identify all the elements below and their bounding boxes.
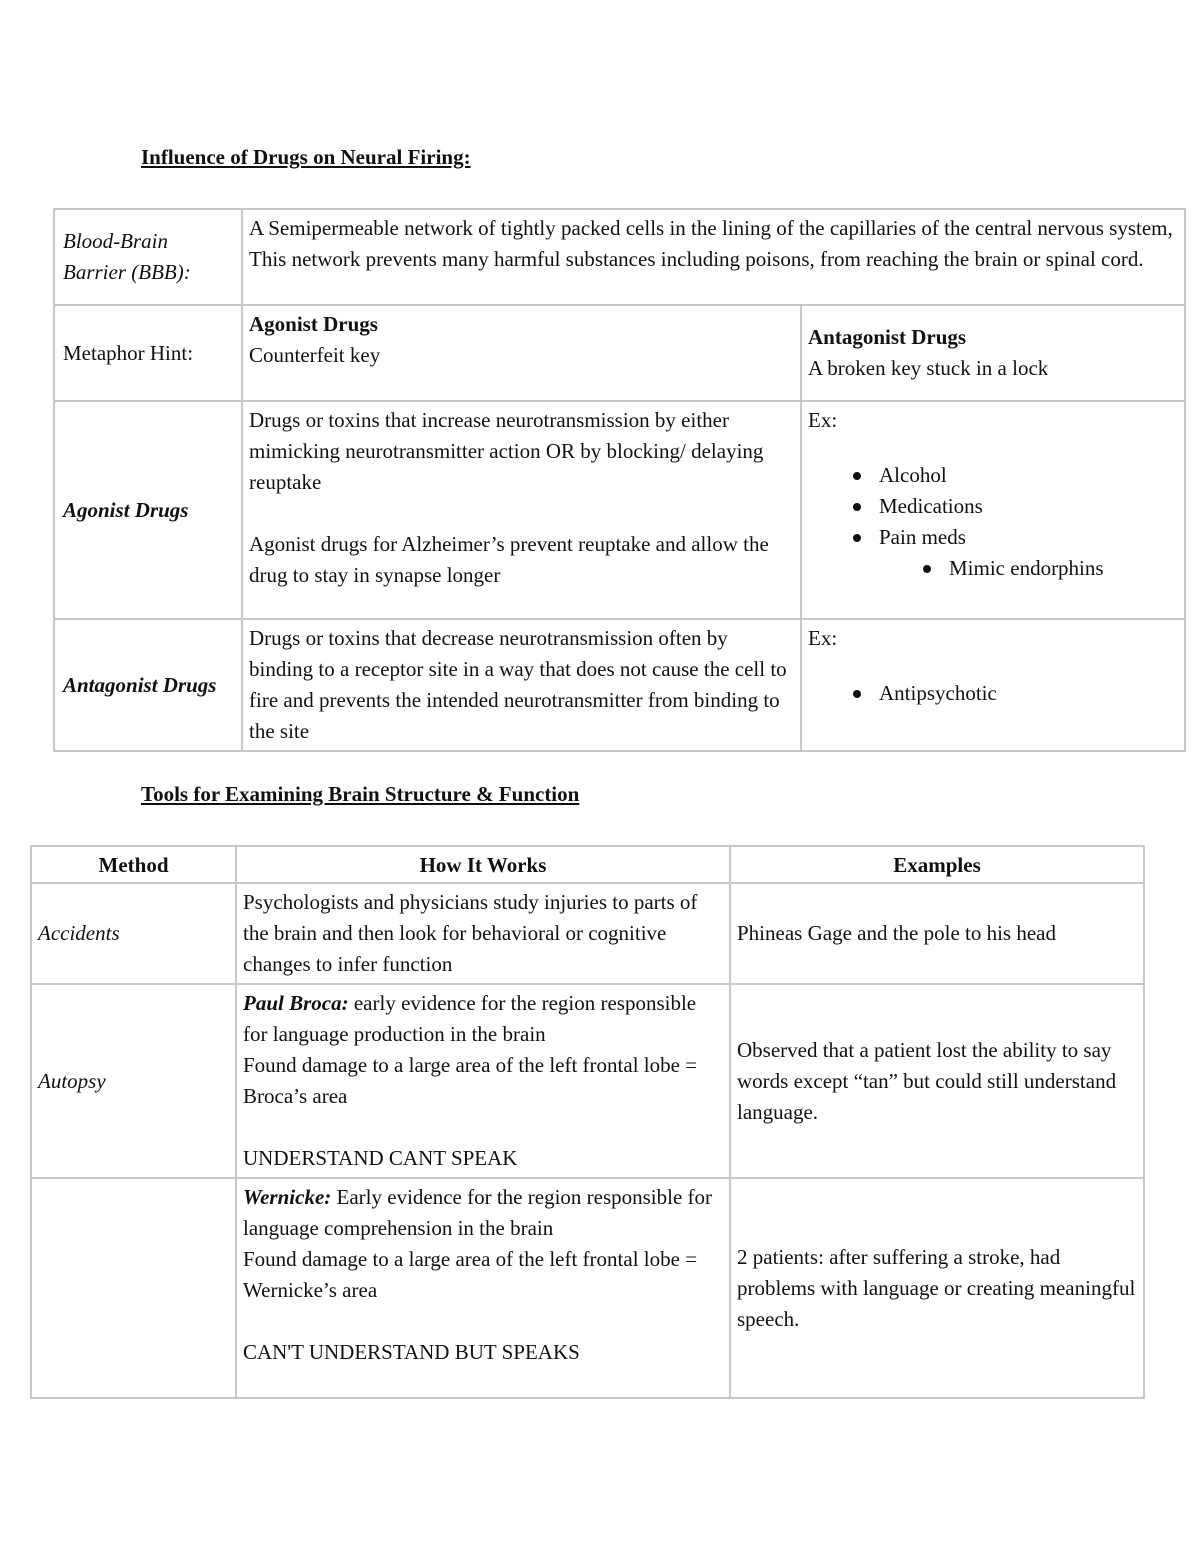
bbb-definition: A Semipermeable network of tightly packed cells in the lining of the capillaries of the central nervous system, This network prevents many harmful substances including poisons, from reaching the brain or spinal cord. [242, 209, 1185, 305]
column-header-examples: Examples [730, 846, 1144, 883]
antagonist-ex-label: Ex: [808, 626, 838, 650]
metaphor-antagonist-cell [801, 305, 1185, 401]
wernicke-name: Wernicke: [243, 1185, 332, 1209]
antagonist-examples-list [808, 678, 1178, 709]
table-row [54, 619, 1185, 751]
table-row [31, 1178, 1144, 1398]
broca-lead: Paul Broca: early evidence for the region responsible for language production in the brain [243, 991, 697, 1046]
metaphor-agonist-cell [242, 305, 801, 401]
agonist-label: Agonist Drugs [54, 401, 242, 619]
how-cell [236, 984, 730, 1178]
metaphor-antagonist-text: A broken key stuck in a lock [808, 356, 1049, 380]
wernicke-summary: CAN'T UNDERSTAND BUT SPEAKS [243, 1340, 580, 1364]
agonist-examples-cell [801, 401, 1185, 619]
antagonist-description: Drugs or toxins that decrease neurotransmission often by binding to a receptor site in a way that does not cause the cell to fire and prevents the intended neurotransmitter from binding to the site [242, 619, 801, 751]
table-header-row [31, 846, 1144, 883]
bbb-label: Blood-Brain Barrier (BBB): [54, 209, 242, 305]
column-header-method: Method [31, 846, 236, 883]
metaphor-agonist-title: Agonist Drugs [249, 312, 378, 336]
metaphor-antagonist-title: Antagonist Drugs [808, 325, 967, 349]
agonist-sub-examples-list [808, 553, 1178, 584]
wernicke-finding: Found damage to a large area of the left frontal lobe = Wernicke’s area [243, 1247, 698, 1302]
antagonist-examples-cell [801, 619, 1185, 751]
agonist-description: Drugs or toxins that increase neurotransmission by either mimicking neurotransmitter action OR by blocking/ delaying reuptake [249, 408, 764, 494]
section-title-drugs: Influence of Drugs on Neural Firing: [141, 145, 471, 169]
list-item: Mimic endorphins [808, 553, 1178, 584]
drugs-table [53, 208, 1186, 752]
how-cell [236, 1178, 730, 1398]
how-cell: Psychologists and physicians study injuries to parts of the brain and then look for behavioral or cognitive changes to infer function [236, 883, 730, 984]
table-row [54, 305, 1185, 401]
column-header-how: How It Works [236, 846, 730, 883]
agonist-ex-label: Ex: [808, 408, 838, 432]
example-cell: Observed that a patient lost the ability to say words except “tan” but could still understand language. [730, 984, 1144, 1178]
list-item: Antipsychotic [808, 678, 1178, 709]
list-item: Alcohol [808, 460, 1178, 491]
method-cell [31, 1178, 236, 1398]
broca-summary: UNDERSTAND CANT SPEAK [243, 1146, 518, 1170]
metaphor-label: Metaphor Hint: [54, 305, 242, 401]
table-row [31, 883, 1144, 984]
agonist-alzheimers-note: Agonist drugs for Alzheimer’s prevent reuptake and allow the drug to stay in synapse longer [249, 532, 769, 587]
agonist-description-cell [242, 401, 801, 619]
list-item: Pain meds [808, 522, 1178, 553]
table-row [31, 984, 1144, 1178]
metaphor-agonist-text: Counterfeit key [249, 343, 381, 367]
list-item: Medications [808, 491, 1178, 522]
table-row [54, 209, 1185, 305]
section-title-tools: Tools for Examining Brain Structure & Function [141, 782, 580, 806]
agonist-examples-list [808, 460, 1178, 553]
wernicke-lead: Wernicke: Early evidence for the region responsible for language comprehension in the brain [243, 1185, 713, 1240]
method-cell: Autopsy [31, 984, 236, 1178]
broca-finding: Found damage to a large area of the left frontal lobe = Broca’s area [243, 1053, 698, 1108]
method-cell: Accidents [31, 883, 236, 984]
example-cell: 2 patients: after suffering a stroke, had problems with language or creating meaningful speech. [730, 1178, 1144, 1398]
broca-name: Paul Broca: [243, 991, 349, 1015]
antagonist-label: Antagonist Drugs [54, 619, 242, 751]
example-cell: Phineas Gage and the pole to his head [730, 883, 1144, 984]
table-row [54, 401, 1185, 619]
tools-table [30, 845, 1145, 1399]
